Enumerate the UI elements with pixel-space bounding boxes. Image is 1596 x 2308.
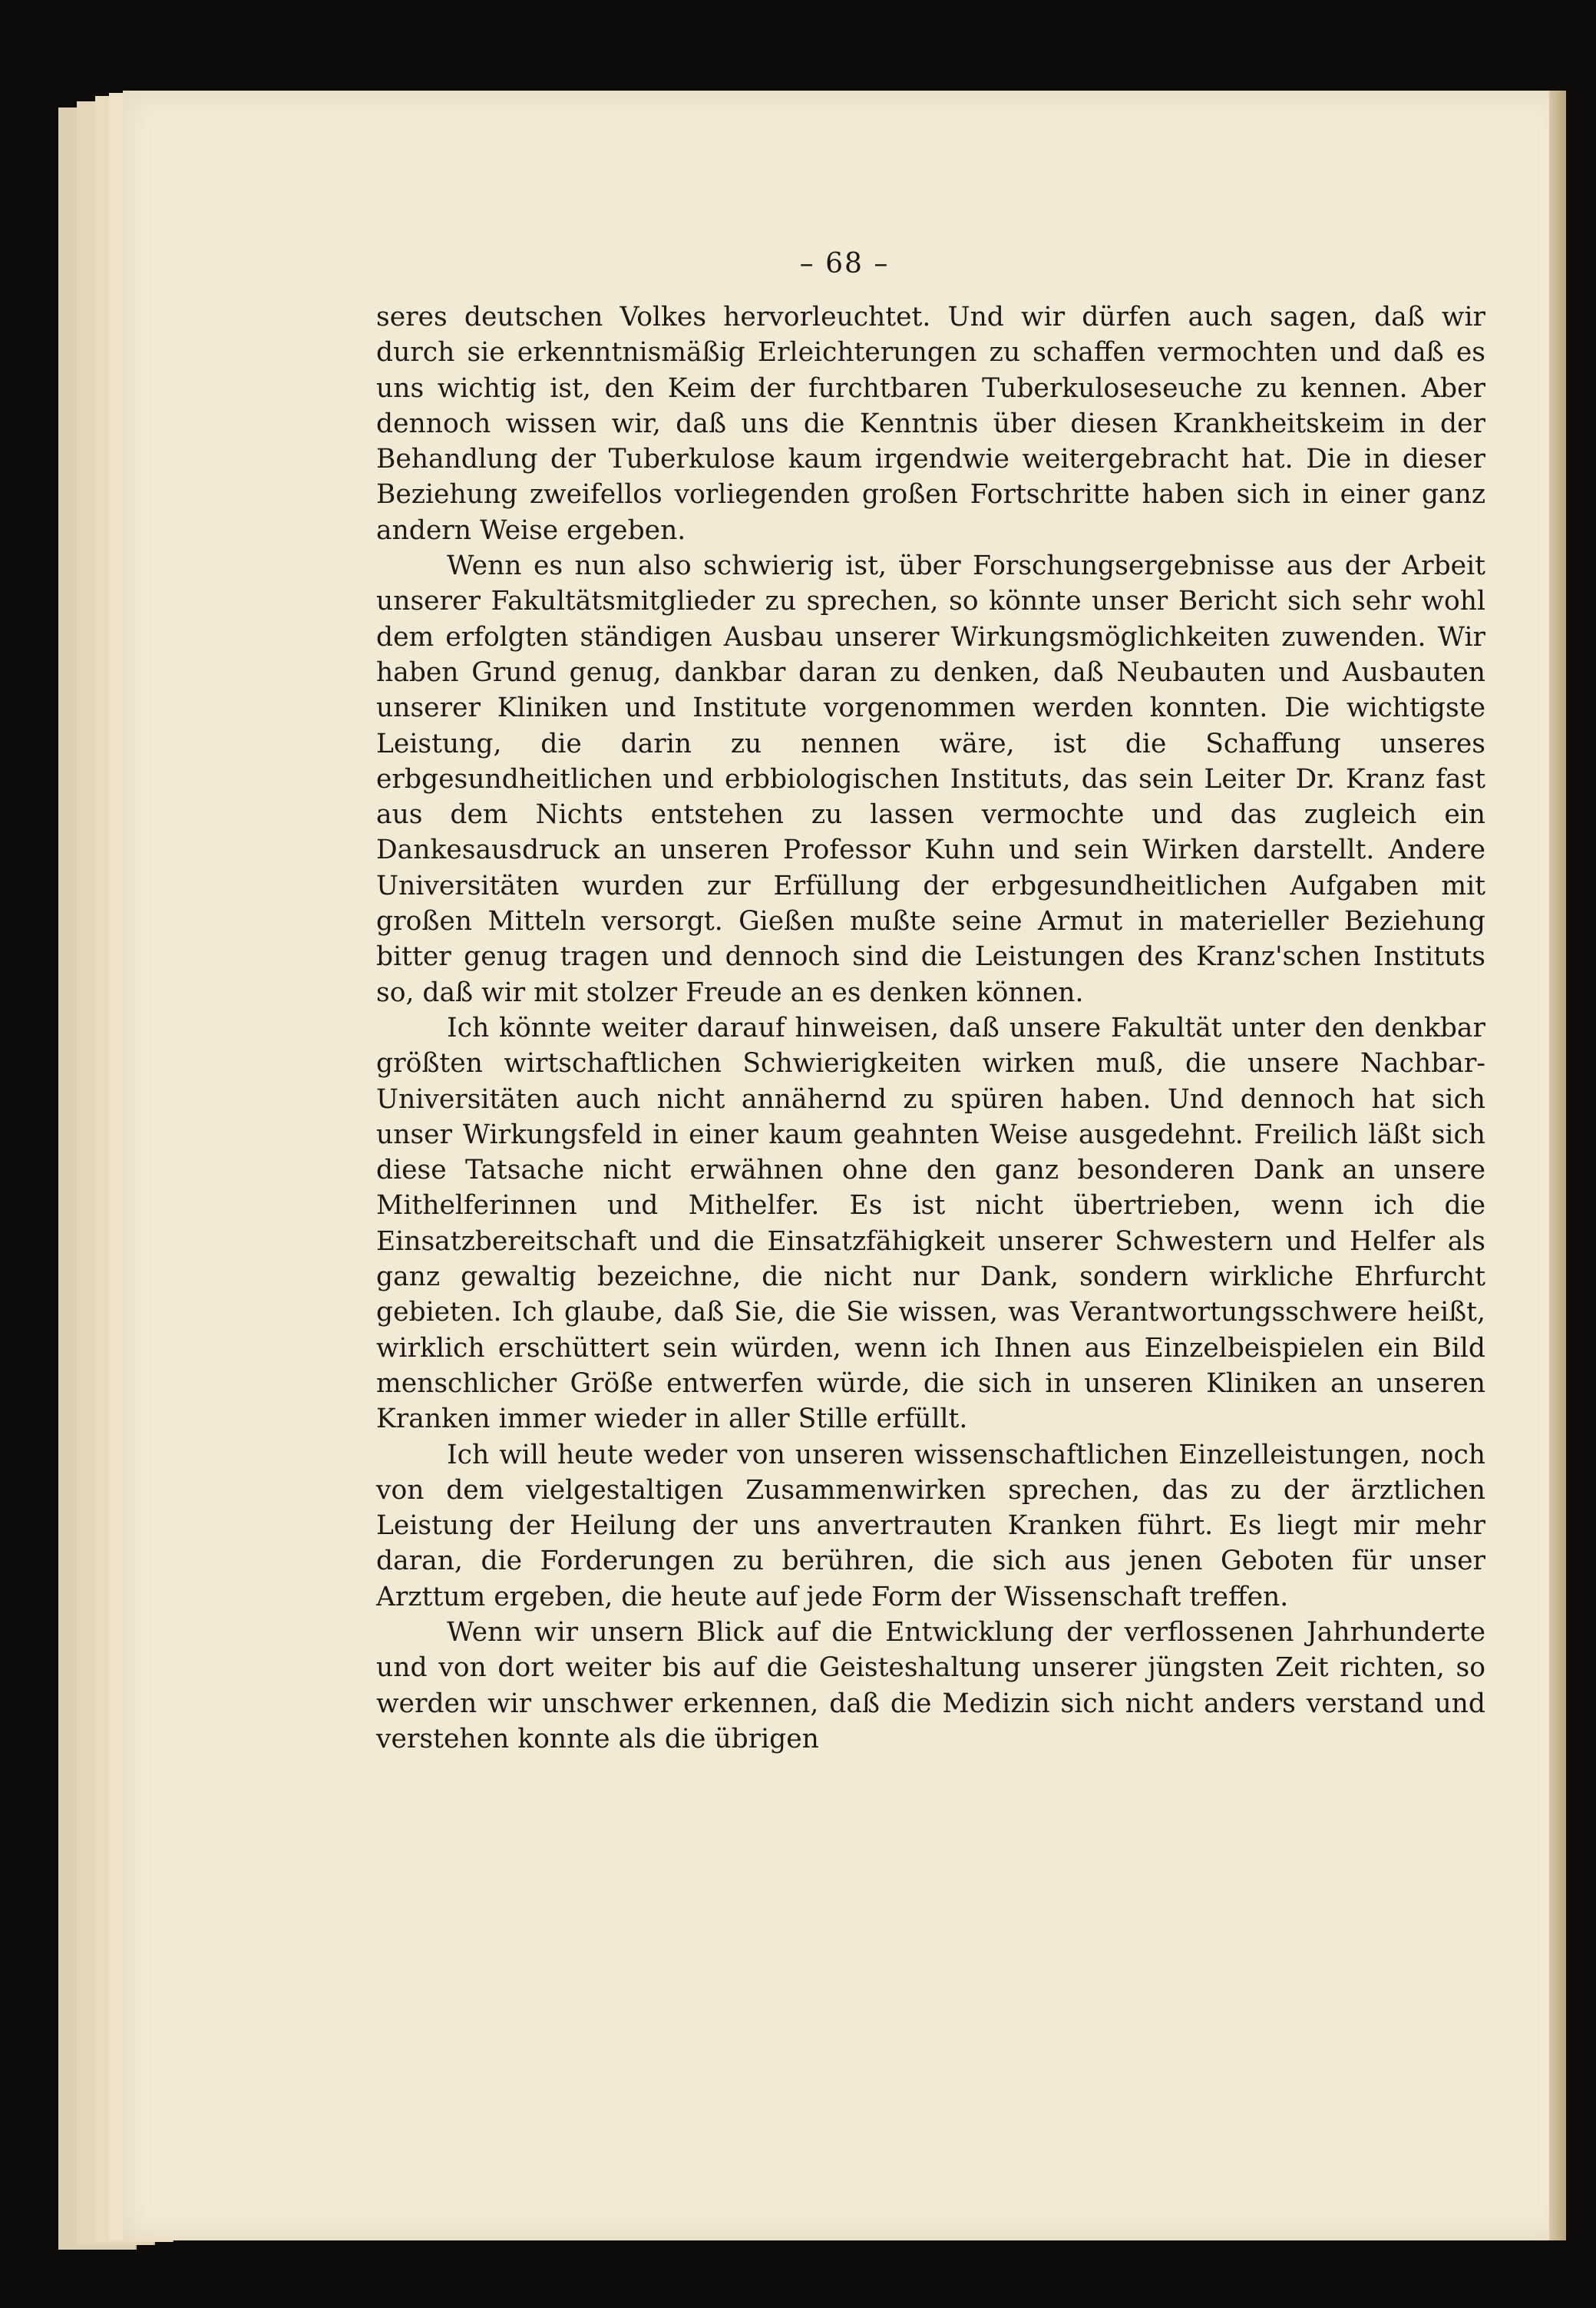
- book-page: [123, 91, 1566, 2240]
- paragraph-5: Wenn wir unsern Blick auf die Entwicklung der verflossenen Jahrhunderte und von dort weiter bis auf die Geisteshaltung unserer jüngsten Zeit richten, so werden wir unschwer erkennen, daß die Medizin sich nicht anders verstand und verstehen konnte als die übrigen: [376, 1616, 1485, 1754]
- page-number: – 68 –: [799, 248, 890, 279]
- body-text: [376, 299, 1485, 1757]
- paragraph-1: seres deutschen Volkes hervorleuchtet. Und wir dürfen auch sagen, daß wir durch sie erkenntnismäßig Erleichterungen zu schaffen vermochten und daß es uns wichtig ist, den Keim der furchtbaren Tuberkuloseseuche zu kennen. Aber dennoch wissen wir, daß uns die Kenntnis über diesen Krankheitskeim in der Behandlung der Tuberkulose kaum irgendwie weitergebracht hat. Die in dieser Beziehung zweifellos vorliegenden großen Fortschritte haben sich in einer ganz andern Weise ergeben.: [376, 302, 1485, 546]
- paragraph-2: Wenn es nun also schwierig ist, über Forschungsergebnisse aus der Arbeit unserer Fakultätsmitglieder zu sprechen, so könnte unser Bericht sich sehr wohl dem erfolgten ständigen Ausbau unserer Wirkungsmöglichkeiten zuwenden. Wir haben Grund genug, dankbar daran zu denken, daß Neubauten und Ausbauten unserer Kliniken und Institute vorgenommen werden konnten. Die wichtigste Leistung, die darin zu nennen wäre, ist die Schaffung unseres erbgesundheitlichen und erbbiologischen Instituts, das sein Leiter Dr. Kranz fast aus dem Nichts entstehen zu lassen vermochte und das zugleich ein Dankesausdruck an unseren Professor Kuhn und sein Wirken darstellt. Andere Universitäten wurden zur Erfüllung der erbgesundheitlichen Aufgaben mit großen Mitteln versorgt. Gießen mußte seine Armut in materieller Beziehung bitter genug tragen und dennoch sind die Leistungen des Kranz'schen Instituts so, daß wir mit stolzer Freude an es denken können.: [376, 551, 1485, 1008]
- paragraph-4: Ich will heute weder von unseren wissenschaftlichen Einzelleistungen, noch von dem vielgestaltigen Zusammenwirken sprechen, das zu der ärztlichen Leistung der Heilung der uns anvertrauten Kranken führt. Es liegt mir mehr daran, die Forderungen zu berühren, die sich aus jenen Geboten für unser Arzttum ergeben, die heute auf jede Form der Wissenschaft treffen.: [376, 1439, 1485, 1612]
- page-gutter-edge: [1549, 91, 1566, 2240]
- paragraph-3: Ich könnte weiter darauf hinweisen, daß unsere Fakultät unter den denkbar größten wirtschaftlichen Schwierigkeiten wirken muß, die unsere Nachbar-Universitäten auch nicht annähernd zu spüren haben. Und dennoch hat sich unser Wirkungsfeld in einer kaum geahnten Weise ausgedehnt. Freilich läßt sich diese Tatsache nicht erwähnen ohne den ganz besonderen Dank an unsere Mithelferinnen und Mithelfer. Es ist nicht übertrieben, wenn ich die Einsatzbereitschaft und die Einsatzfähigkeit unserer Schwestern und Helfer als ganz gewaltig bezeichne, die nicht nur Dank, sondern wirkliche Ehrfurcht gebieten. Ich glaube, daß Sie, die Sie wissen, was Verantwortungsschwere heißt, wirklich erschüttert sein würden, wenn ich Ihnen aus Einzelbeispielen ein Bild menschlicher Größe entwerfen würde, die sich in unseren Kliniken an unseren Kranken immer wieder in aller Stille erfüllt.: [376, 1012, 1485, 1435]
